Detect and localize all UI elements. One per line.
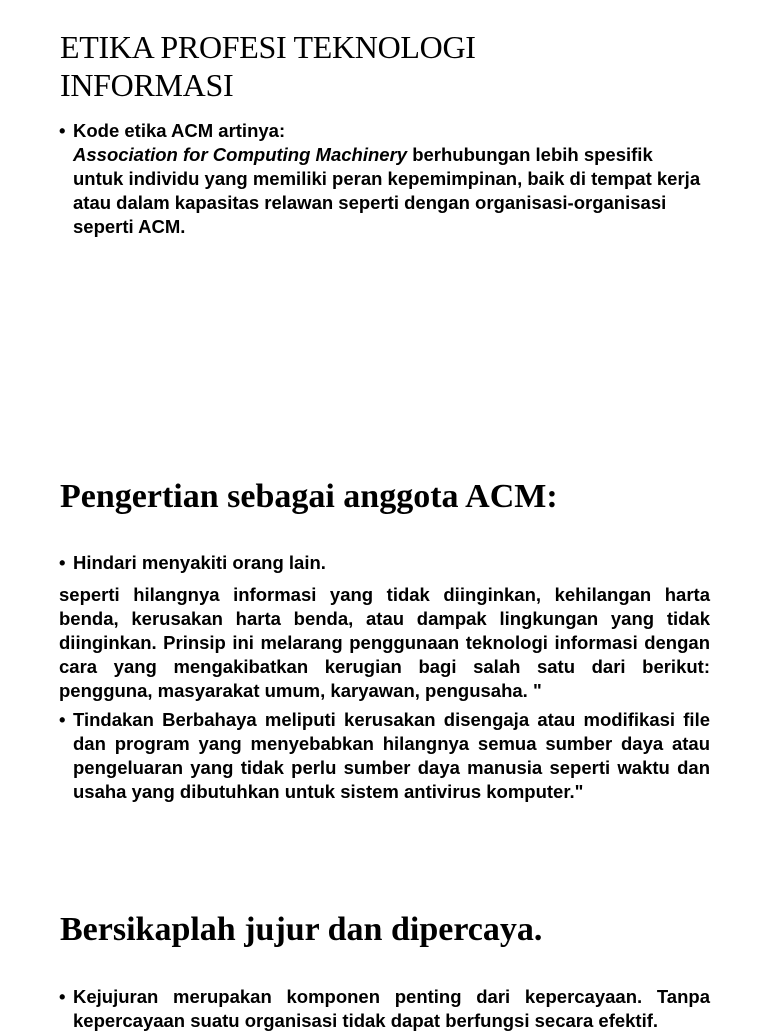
slide-2-title: Pengertian sebagai anggota ACM: (60, 478, 558, 515)
slide-2-paragraph: seperti hilangnya informasi yang tidak diinginkan, kehilangan harta benda, kerusakan harta benda, atau dampak lingkungan yang tidak diinginkan. Prinsip ini melarang penggunaan teknologi informasi dengan cara yang mengakibatkan kerugian bagi salah satu dari berikut: pengguna, masyarakat umum, karyawan, pengusaha. " (59, 584, 710, 701)
bullet-dot: • (59, 552, 66, 573)
slide-1-title-line-1: ETIKA PROFESI TEKNOLOGI (60, 29, 476, 65)
slide-3-bullet-1-text: Kejujuran merupakan komponen penting dari kepercayaan. Tanpa kepercayaan suatu organisasi tidak dapat berfungsi secara efektif. (73, 986, 710, 1031)
slide-3-bullet-1 (59, 985, 710, 1033)
slide-1-title-line-2: INFORMASI (60, 67, 234, 103)
bullet-dot: • (59, 986, 66, 1007)
slide-1-body-rest: berhubungan lebih spesifik untuk individu yang memiliki peran kepemimpinan, baik di tempat kerja atau dalam kapasitas relawan seperti dengan organisasi-organisasi seperti ACM. (73, 144, 701, 237)
bullet-dot: • (59, 120, 66, 141)
slide-1-bullet-label: Kode etika ACM artinya: (73, 120, 286, 141)
slide-3-title: Bersikaplah jujur dan dipercaya. (60, 911, 543, 948)
bullet-dot: • (59, 709, 66, 730)
slide-1-italic-term: Association for Computing Machinery (73, 144, 408, 165)
slide-2-bullet-2-text: Tindakan Berbahaya meliputi kerusakan disengaja atau modifikasi file dan program yang menyebabkan hilangnya semua sumber daya atau pengeluaran yang tidak perlu sumber daya manusia seperti waktu dan usaha yang dibutuhkan untuk sistem antivirus komputer." (73, 709, 710, 802)
slide-2-bullet-1-text: Hindari menyakiti orang lain. (73, 552, 326, 573)
